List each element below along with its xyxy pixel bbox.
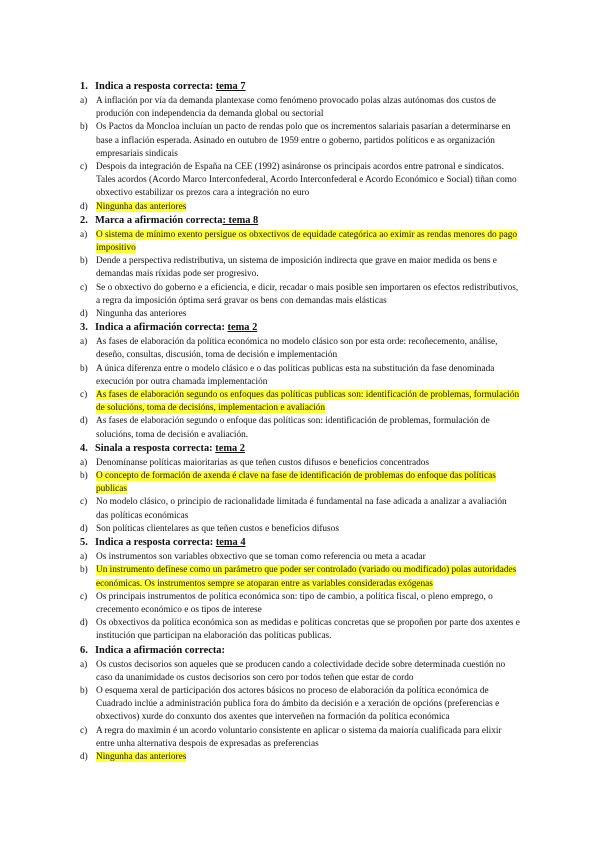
option-text xyxy=(96,659,520,685)
answer-option xyxy=(80,255,520,281)
option-label: c) xyxy=(80,725,88,736)
question-prompt xyxy=(95,214,258,227)
question-heading xyxy=(80,80,520,93)
answer-option xyxy=(80,308,520,321)
highlighted-answer: O concepto de formación de axenda é clave na fase de identificación de problemas do enfoque das políticas publicas xyxy=(96,471,496,495)
question-prompt xyxy=(95,644,225,657)
highlighted-answer: Un instrumento defínese como un parámetro que poder ser controlado (variado ou modificado) polas autoridades económicas. Os instrumentos sempre se atoparan entre as variables consideradas exógenas xyxy=(96,565,517,589)
question-4 xyxy=(80,442,520,536)
question-heading xyxy=(80,442,520,455)
option-text xyxy=(96,255,520,281)
option-label: d) xyxy=(80,751,88,762)
option-text-content: Despois da integración de España na CEE (1992) asináronse os principais acordos entre patronal e sindicatos. Tales acordos (Acordo Marco Interconfederal, Acordo Interconfederal e Acordo Económico e Social) tiñan como obxectivo estabilizar os prezos cara a integración no euro xyxy=(96,162,517,199)
option-label: c) xyxy=(80,497,88,508)
option-text-content: A regra do maximin é un acordo voluntario consistente en aplicar o sistema da maioría cualificada para elixir entre unha alternativa despois de expresadas as preferencias xyxy=(96,725,502,749)
option-text xyxy=(96,363,520,389)
answer-option xyxy=(80,336,520,362)
question-number: 5. xyxy=(80,537,88,549)
option-text xyxy=(96,229,520,255)
answer-option xyxy=(80,523,520,536)
option-label: a) xyxy=(80,337,88,348)
option-text-content: Os custos decisorios son aqueles que se producen cando a colectividade decide sobre determinada cuestión no caso da unanimidade os custos decisorios son cero por todos teñen que estar de cordo xyxy=(96,659,506,683)
option-text xyxy=(96,564,520,590)
option-text-content: Denomínanse políticas maioritarias as que teñen custos difusos e beneficios concentrados xyxy=(96,457,430,468)
questions-list xyxy=(0,80,520,764)
option-label: c) xyxy=(80,390,88,401)
option-text-content: As fases de elaboración da política económica no modelo clásico son por esta orde: recoñecemento, análise, deseño, consultas, discusión, toma de decisión e implementación xyxy=(96,337,498,361)
question-prompt xyxy=(95,321,257,334)
answer-option xyxy=(80,685,520,725)
option-text xyxy=(96,523,520,536)
answer-option xyxy=(80,229,520,255)
option-text-content: A única diferenza entre o modelo clásico e o das políticas publicas esta na substitución da fase denominada execución por outra chamada implementación xyxy=(96,363,495,387)
option-text-content: Os obxectivos da política económica son as medidas e políticas concretas que se propoñen por parte dos axentes e institución que participan na elaboración das políticas publicas. xyxy=(96,618,520,642)
option-text-content: Os instrumentos son variables obxectivo que se toman como referencia ou meta a acadar xyxy=(96,552,426,563)
option-label: d) xyxy=(80,309,88,320)
question-6 xyxy=(80,644,520,765)
option-text xyxy=(96,336,520,362)
option-text-content: As fases de elaboración segundo o enfoque das políticas son: identificación de problemas, formulación de solucións, toma de decisión e avaliación. xyxy=(96,416,490,440)
question-number: 3. xyxy=(80,322,88,334)
answer-option xyxy=(80,457,520,470)
answer-option xyxy=(80,415,520,441)
option-text-content: Dende a perspectiva redistributiva, un sistema de imposición indirecta que grave en maior medida os bens e demandas mais ríxidas pode ser progresivo. xyxy=(96,256,497,280)
option-text-content: Ningunha das anteriores xyxy=(96,309,187,320)
option-text xyxy=(96,751,520,764)
answer-option xyxy=(80,201,520,214)
question-2 xyxy=(80,214,520,321)
answer-option xyxy=(80,591,520,617)
option-label: a) xyxy=(80,552,88,563)
question-topic: tema 4 xyxy=(215,537,246,549)
option-text xyxy=(96,95,520,121)
answer-option xyxy=(80,751,520,764)
option-text-content: Os principais instrumentos de política económica son: tipo de cambio, a política fiscal, o pleno emprego, o crecemento económico e os tipos de interese xyxy=(96,591,493,615)
answer-option xyxy=(80,389,520,415)
question-number: 1. xyxy=(80,81,88,92)
highlighted-answer: As fases de elaboración segundo os enfoques das políticas publicas son: identificación de problemas, formulación de solucións, toma de decisións, implementacion e avaliación xyxy=(96,390,520,414)
option-label: c) xyxy=(80,162,88,173)
question-prompt-text: Sinala a resposta correcta: xyxy=(95,442,216,454)
question-heading xyxy=(80,214,520,227)
highlighted-answer: O sistema de mínimo exento persigue os obxectivos de equidade categórica ao eximir as rendas menores do pago impositivo xyxy=(96,229,518,254)
question-topic: tema 2 xyxy=(227,322,258,334)
answer-option xyxy=(80,725,520,751)
option-label: b) xyxy=(80,363,88,374)
option-text xyxy=(96,496,520,522)
option-text xyxy=(96,591,520,617)
answer-option xyxy=(80,564,520,590)
option-text-content: O esquema xeral de participación dos actores básicos no proceso de elaboración da política económica de Cuadrado inclúe a administración publica fora do ámbito da decisión e a xeración de opcións (preferencias e obxectivos) xurde do conxunto dos axentes que interveñen na formación da política económica xyxy=(96,685,500,723)
answer-option xyxy=(80,470,520,496)
answer-option xyxy=(80,496,520,522)
question-number: 4. xyxy=(80,442,88,454)
option-label: b) xyxy=(80,685,88,696)
answer-option xyxy=(80,95,520,121)
question-5 xyxy=(80,536,520,643)
option-text-content: A inflación por vía da demanda plantexase como fenómeno provocado polas alzas autónomas dos custos de produción con independencia da demanda global ou sectorial xyxy=(96,96,496,120)
option-text xyxy=(96,415,520,441)
option-label: b) xyxy=(80,122,88,133)
option-text xyxy=(96,470,520,496)
option-label: a) xyxy=(80,229,88,240)
option-label: a) xyxy=(80,96,88,106)
option-text-content: No modelo clásico, o principio de racionalidade limitada é fundamental na fase adicada a analizar a avaliación das políticas económicas xyxy=(96,497,507,521)
highlighted-answer: Ningunha das anteriores xyxy=(96,201,187,212)
option-text xyxy=(96,308,520,321)
option-label: b) xyxy=(80,565,88,576)
option-text-content: Os Pactos da Moncloa incluían un pacto de rendas polo que os incrementos salariais pasarían a determinarse en base a inflación esperada. Asinado en outubro de 1959 entre o goberno, partidos políticos e as organización empresariais sindicais xyxy=(96,122,511,159)
question-heading xyxy=(80,536,520,549)
question-prompt-text: Indica a afirmación correcta: xyxy=(95,322,228,334)
option-text xyxy=(96,457,520,470)
question-heading xyxy=(80,644,520,657)
question-number: 6. xyxy=(80,644,88,656)
option-text xyxy=(96,161,520,201)
question-prompt-text: Marca a afirmación correcta xyxy=(95,214,223,226)
option-label: c) xyxy=(80,591,88,602)
option-text xyxy=(96,121,520,161)
option-text xyxy=(96,389,520,415)
option-label: b) xyxy=(80,256,88,267)
answer-option xyxy=(80,363,520,389)
question-topic: : tema 8 xyxy=(222,214,259,226)
option-text-content: Son políticas clientelares as que teñen custos e beneficios difusos xyxy=(96,523,339,534)
question-prompt xyxy=(95,80,246,93)
option-label: c) xyxy=(80,282,88,293)
answer-option xyxy=(80,121,520,161)
question-number: 2. xyxy=(80,214,88,226)
answer-option xyxy=(80,161,520,201)
option-text xyxy=(96,201,520,214)
option-text xyxy=(96,725,520,751)
option-label: a) xyxy=(80,659,88,670)
answer-option xyxy=(80,551,520,564)
option-label: d) xyxy=(80,201,88,212)
question-prompt xyxy=(95,536,246,549)
option-text xyxy=(96,282,520,308)
question-3 xyxy=(80,321,520,442)
question-1 xyxy=(80,80,520,214)
highlighted-answer: Ningunha das anteriores xyxy=(96,751,187,762)
question-prompt-text: Indica a resposta correcta: xyxy=(95,81,216,92)
option-label: a) xyxy=(80,457,88,468)
question-heading xyxy=(80,321,520,334)
question-topic: tema 7 xyxy=(215,81,246,92)
option-text xyxy=(96,617,520,643)
answer-option xyxy=(80,282,520,308)
option-text xyxy=(96,551,520,564)
question-prompt xyxy=(95,442,245,455)
option-label: d) xyxy=(80,618,88,629)
question-prompt-text: Indica a resposta correcta: xyxy=(95,537,216,549)
question-topic: tema 2 xyxy=(215,442,245,454)
option-text-content: Se o obxectivo do goberno e a eficiencia, e dicir, recadar o mais posible sen importaren os efectos redistributivos, a regra da imposición óptima será gravar os bens con demandas mais elásticas xyxy=(96,282,519,306)
option-label: d) xyxy=(80,416,88,427)
answer-option xyxy=(80,659,520,685)
question-prompt-text: Indica a afirmación correcta: xyxy=(95,644,225,656)
option-label: b) xyxy=(80,471,88,482)
option-label: d) xyxy=(80,523,88,534)
answer-option xyxy=(80,617,520,643)
option-text xyxy=(96,685,520,725)
